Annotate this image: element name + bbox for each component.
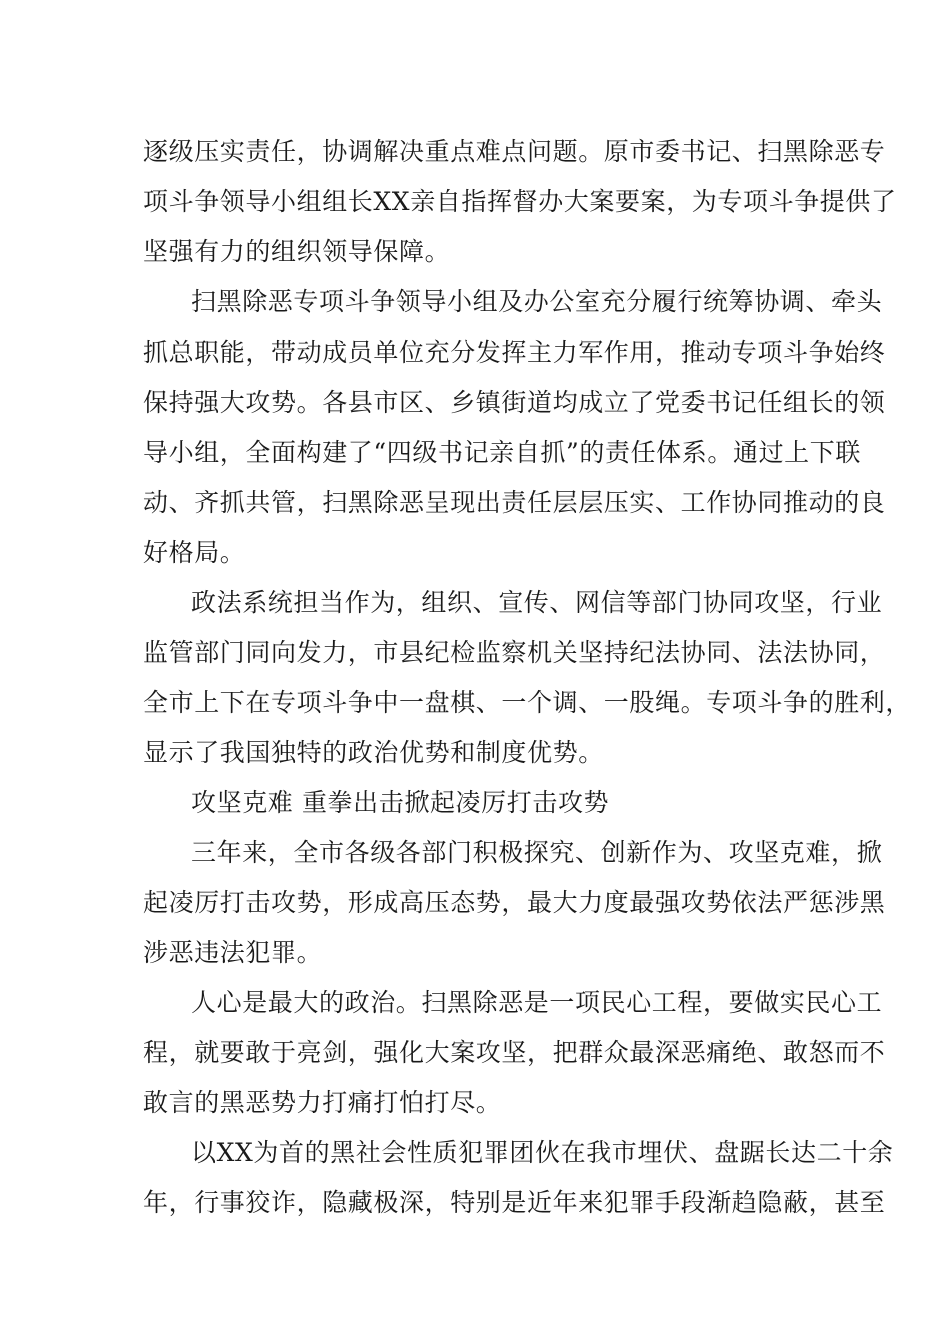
text-line: 监管部门同向发力，市县纪检监察机关坚持纪法协同、法法协同， xyxy=(143,638,886,667)
text-line: 三年来，全市各级各部门积极探究、创新作为、攻坚克难，掀 xyxy=(191,838,883,867)
text-line: 人心是最大的政治。扫黑除恶是一项民心工程，要做实民心工 xyxy=(191,988,883,1017)
text-line: 程，就要敢于亮剑，强化大案攻坚，把群众最深恶痛绝、敢怒而不 xyxy=(143,1038,886,1067)
text-line: 项斗争领导小组组长XX亲自指挥督办大案要案，为专项斗争提供了 xyxy=(143,187,897,216)
text-line: 导小组，全面构建了“四级书记亲自抓”的责任体系。通过上下联 xyxy=(143,438,861,467)
text-line: 扫黑除恶专项斗争领导小组及办公室充分履行统筹协调、牵头 xyxy=(191,287,883,316)
text-line: 全市上下在专项斗争中一盘棋、一个调、一股绳。专项斗争的胜利， xyxy=(143,688,912,717)
text-line: 逐级压实责任，协调解决重点难点问题。原市委书记、扫黑除恶专 xyxy=(143,137,886,166)
text-line: 动、齐抓共管，扫黑除恶呈现出责任层层压实、工作协同推动的良 xyxy=(143,488,886,517)
text-line: 敢言的黑恶势力打痛打怕打尽。 xyxy=(143,1088,502,1117)
section-heading: 攻坚克难 重拳出击掀起凌厉打击攻势 xyxy=(191,788,610,817)
text-line: 以XX为首的黑社会性质犯罪团伙在我市埋伏、盘踞长达二十余 xyxy=(191,1138,894,1167)
text-line: 抓总职能，带动成员单位充分发挥主力军作用，推动专项斗争始终 xyxy=(143,338,886,367)
text-line: 坚强有力的组织领导保障。 xyxy=(143,237,451,266)
text-line: 政法系统担当作为，组织、宣传、网信等部门协同攻坚，行业 xyxy=(191,588,883,617)
text-line: 好格局。 xyxy=(143,538,246,567)
text-line: 起凌厉打击攻势，形成高压态势，最大力度最强攻势依法严惩涉黑 xyxy=(143,888,886,917)
text-line: 涉恶违法犯罪。 xyxy=(143,938,323,967)
text-line: 显示了我国独特的政治优势和制度优势。 xyxy=(143,738,604,767)
text-line: 保持强大攻势。各县市区、乡镇街道均成立了党委书记任组长的领 xyxy=(143,388,886,417)
text-line: 年，行事狡诈，隐藏极深，特别是近年来犯罪手段渐趋隐蔽，甚至 xyxy=(143,1188,886,1217)
